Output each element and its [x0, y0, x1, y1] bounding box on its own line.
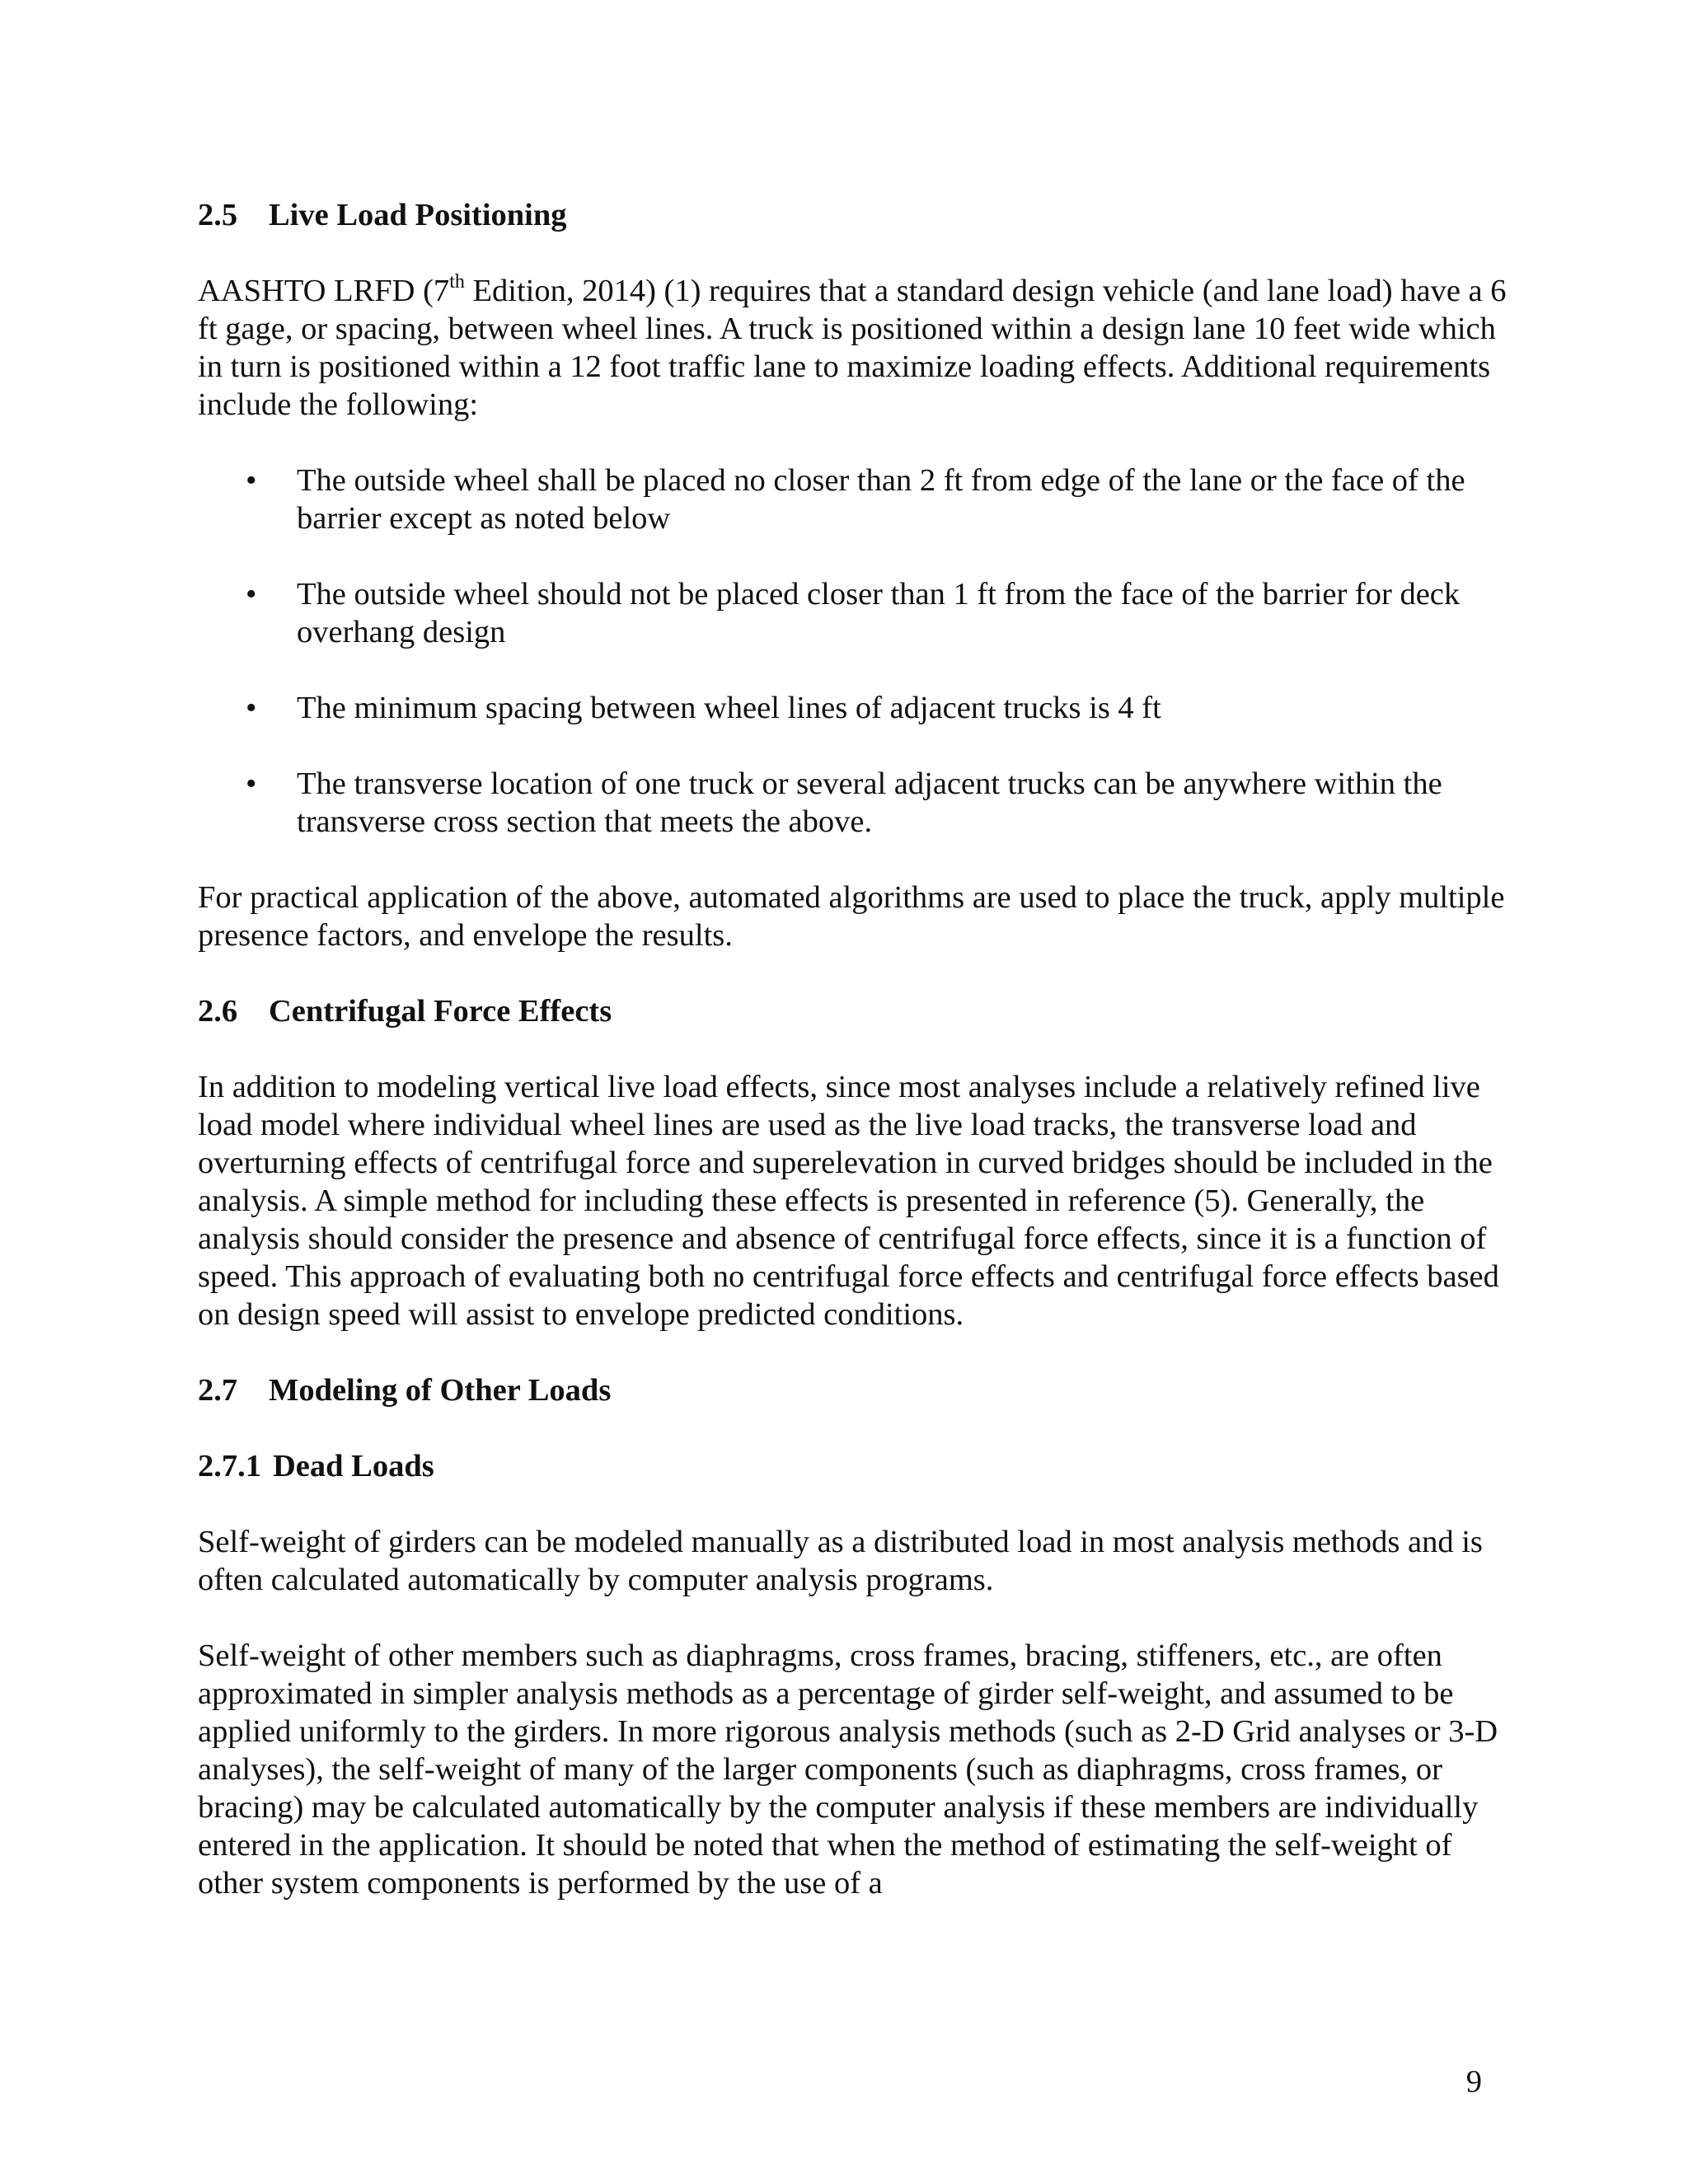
subsection-heading-2-7-1: [198, 1447, 1508, 1485]
bullet-icon: •: [246, 691, 257, 725]
list-item: [198, 689, 1508, 727]
list-item-text: The outside wheel shall be placed no closer than 2 ft from edge of the lane or the face of the barrier except as noted below: [297, 463, 1465, 536]
section-number: 2.5: [198, 198, 238, 232]
section-title: Live Load Positioning: [269, 198, 567, 232]
page-number: 9: [1465, 2064, 1482, 2099]
list-item-text: The transverse location of one truck or several adjacent trucks can be anywhere within the transverse cross section that meets the above.: [297, 766, 1442, 839]
bullet-icon: •: [246, 766, 257, 801]
requirements-list: [198, 462, 1508, 841]
document-page: [198, 196, 1508, 1940]
section-heading-2-5: [198, 196, 1508, 234]
list-item-text: The minimum spacing between wheel lines of adjacent trucks is 4 ft: [297, 691, 1161, 725]
live-load-intro-paragraph: [198, 272, 1508, 424]
list-item: [198, 462, 1508, 537]
section-number: 2.6: [198, 994, 238, 1029]
intro-text-rest: Edition, 2014) (1) requires that a standard design vehicle (and lane load) have a 6 ft gage, or spacing, between wheel lines. A truck is positioned within a design lane 10 feet wide which in turn is positioned within a 12 foot traffic lane to maximize loading effects. Additional requirements include the following:: [198, 274, 1507, 422]
centrifugal-force-paragraph: In addition to modeling vertical live load effects, since most analyses include a relatively refined live load model where individual wheel lines are used as the live load tracks, the transverse load and overturning effects of centrifugal force and superelevation in curved bridges should be included in the analysis. A simple method for including these effects is presented in reference (5). Generally, the analysis should consider the presence and absence of centrifugal force effects, since it is a function of speed. This approach of evaluating both no centrifugal force effects and centrifugal force effects based on design speed will assist to envelope predicted conditions.: [198, 1070, 1499, 1332]
intro-text-start: AASHTO LRFD (7: [198, 274, 450, 308]
section-number: 2.7: [198, 1373, 238, 1408]
list-item: [198, 575, 1508, 651]
subsection-title: Dead Loads: [273, 1449, 434, 1483]
dead-loads-paragraph-1: Self-weight of girders can be modeled manually as a distributed load in most analysis methods and is often calculated automatically by computer analysis programs.: [198, 1525, 1483, 1597]
section-heading-2-6: [198, 992, 1508, 1030]
section-heading-2-7: [198, 1371, 1508, 1409]
superscript-th: th: [449, 271, 465, 293]
list-item-text: The outside wheel should not be placed closer than 1 ft from the face of the barrier for deck overhang design: [297, 577, 1461, 649]
subsection-number: 2.7.1: [198, 1449, 261, 1483]
list-item: [198, 765, 1508, 841]
bullet-icon: •: [246, 577, 257, 612]
section-title: Modeling of Other Loads: [269, 1373, 612, 1408]
section-title: Centrifugal Force Effects: [269, 994, 612, 1029]
bullet-icon: •: [246, 463, 257, 498]
live-load-closing-paragraph: For practical application of the above, automated algorithms are used to place the truck, apply multiple presence factors, and envelope the results.: [198, 880, 1505, 953]
dead-loads-paragraph-2: Self-weight of other members such as diaphragms, cross frames, bracing, stiffeners, etc., are often approximated in simpler analysis methods as a percentage of girder self-weight, and assumed to be applied uniformly to the girders. In more rigorous analysis methods (such as 2-D Grid analyses or 3-D analyses), the self-weight of many of the larger components (such as diaphragms, cross frames, or bracing) may be calculated automatically by the computer analysis if these members are individually entered in the application. It should be noted that when the method of estimating the self-weight of other system components is performed by the use of a: [198, 1638, 1498, 1900]
